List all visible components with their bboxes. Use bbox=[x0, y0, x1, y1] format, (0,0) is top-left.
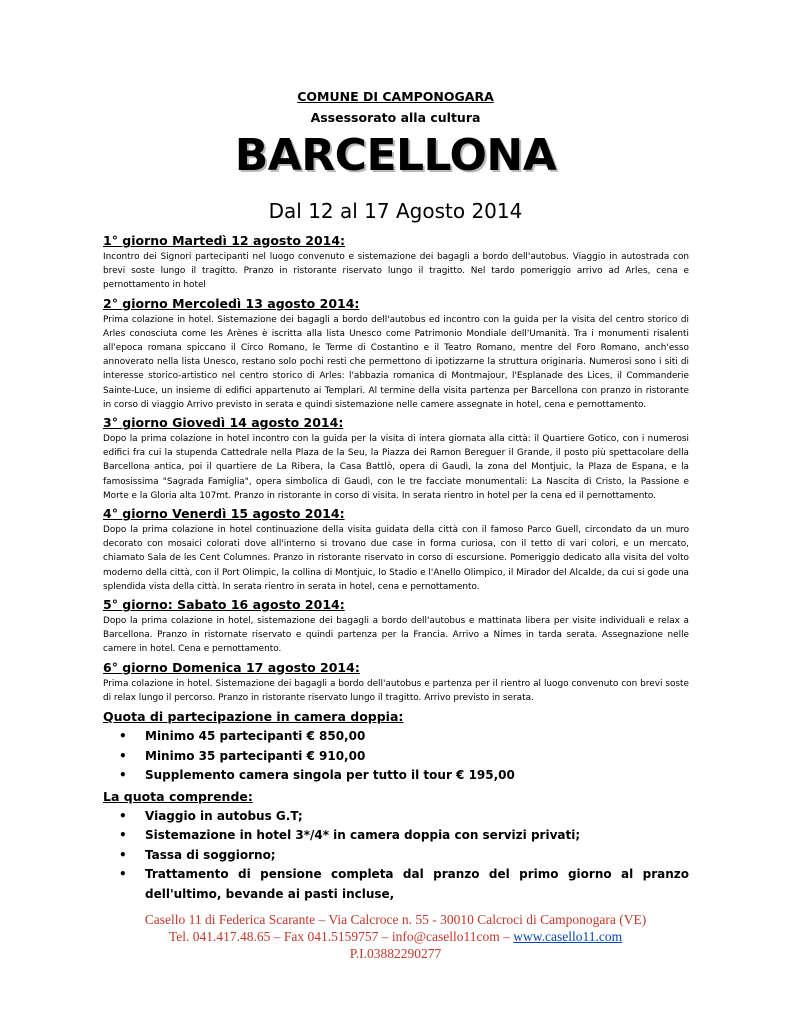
includes-item: Sistemazione in hotel 3*/4* in camera doppia con servizi privati; bbox=[145, 828, 581, 843]
bullet-icon: • bbox=[119, 729, 127, 744]
footer-vat: P.I.03882290277 bbox=[349, 946, 442, 961]
day-4 bbox=[103, 506, 689, 594]
trip-dates: Dal 12 al 17 Agosto 2014 bbox=[268, 199, 523, 223]
pricing-item: Minimo 45 partecipanti € 850,00 bbox=[145, 729, 366, 744]
day-heading: 5° giorno: Sabato 16 agosto 2014: bbox=[103, 597, 345, 613]
day-description: Dopo la prima colazione in hotel incontro con la guida per la visita di intera giornata alla città: il Quartiere Gotico, con i numerosi edifici fra cui la stupenda Cattedrale nella Plaza de la Seu, la Piazza dei Ramon Bereguer il Grande, il posto più spettacolare della Barcellona antica, poi il quartiere de La Ribera, la Casa Battlò, opera di Gaudì, la zona del Montjuic, la Plaza de Espana, e la famosissima "Sagrada Famiglia", opera simbolica di Gaudì, con le tre facciate monumentali: La Nascita di Cristo, la Passione e Morte e la Gloria alta 107mt. Pranzo in ristorante in corso di visita. In serata rientro in hotel per la cena ed il pernottamento. bbox=[103, 434, 689, 501]
pricing-item: Supplemento camera singola per tutto il tour € 195,00 bbox=[145, 768, 515, 783]
department-name: Assessorato alla cultura bbox=[310, 110, 481, 125]
includes-item: Tassa di soggiorno; bbox=[145, 847, 276, 862]
day-5 bbox=[103, 597, 689, 657]
day-heading: 2° giorno Mercoledì 13 agosto 2014: bbox=[103, 295, 360, 311]
document-title: BARCELLONA bbox=[234, 130, 557, 181]
list-item bbox=[103, 865, 689, 904]
day-heading: 6° giorno Domenica 17 agosto 2014: bbox=[103, 659, 360, 675]
includes-heading: La quota comprende: bbox=[103, 788, 253, 804]
pricing-heading: Quota di partecipazione in camera doppia: bbox=[103, 709, 404, 725]
day-description: Incontro dei Signori partecipanti nel luogo convenuto e sistemazione dei bagagli a bordo dell'autobus. Viaggio in autostrada con brevi soste lungo il tragitto. Pranzo in ristorante riservato lungo il tragitto. Nel tardo pomeriggio arrivo ad Arles, cena e pernottamento in hotel bbox=[103, 252, 689, 291]
day-3 bbox=[103, 415, 689, 503]
pricing-list bbox=[103, 727, 689, 786]
list-item bbox=[103, 766, 689, 786]
day-2 bbox=[103, 296, 689, 412]
day-description: Dopo la prima colazione in hotel, sistemazione dei bagagli a bordo dell'autobus e mattinata libera per visite individuali e relax a Barcellona. Pranzo in ristornate riservato e quindi partenza per la Francia. Arrivo a Nimes in tarda serata. Assegnazione nelle camere in hotel. Cena e pernottamento. bbox=[103, 616, 689, 655]
footer-address: Casello 11 di Federica Scarante – Via Calcroce n. 55 - 30010 Calcroci di Camponogara (VE) bbox=[144, 912, 647, 927]
list-item bbox=[103, 807, 689, 827]
includes-item: Trattamento di pensione completa dal pranzo del primo giorno al pranzo dell'ultimo, bevande ai pasti incluse, bbox=[145, 867, 689, 901]
pricing-item: Minimo 35 partecipanti € 910,00 bbox=[145, 748, 366, 763]
includes-list bbox=[103, 807, 689, 905]
footer bbox=[0, 911, 791, 962]
bullet-icon: • bbox=[119, 808, 127, 823]
day-description: Prima colazione in hotel. Sistemazione dei bagagli a bordo dell'autobus ed incontro con la guida per la visita del centro storico di Arles conosciuta come les Arènes è iscritta alla lista Unesco come Patrimonio Mondiale dell'Umanità. Tra i monumenti risalenti all'epoca romana spiccano il Circo Romano, le Terme di Costantino e il Teatro Romano, mentre del Foro Romano, anch'esso annoverato nella lista Unesco, restano solo pochi resti che permettono di ipotizzarne la struttura originaria. Numerosi sono i siti di interesse storico-artistico nel centro storico di Arles: l'abbazia romanica di Montmajour, l'Esplanade des Lices, il Commanderie Sainte-Luce, un insieme di edifici appartenuto ai Templari. Al termine della visita partenza per Barcellona con pranzo in ristorante in corso di viaggio Arrivo previsto in serata e quindi sistemazione nelle camere assegnate in hotel, cena e pernottamento. bbox=[103, 314, 689, 410]
includes-item: Viaggio in autobus G.T; bbox=[145, 808, 303, 823]
list-item bbox=[103, 727, 689, 747]
day-description: Prima colazione in hotel. Sistemazione dei bagagli a bordo dell'autobus e partenza per il rientro al luogo convenuto con brevi soste di relax lungo il percorso. Pranzo in ristorante riservato lungo il tragitto. Arrivo previsto in serata. bbox=[103, 678, 689, 703]
itinerary-content bbox=[103, 233, 689, 906]
bullet-icon: • bbox=[119, 867, 127, 882]
day-heading: 3° giorno Giovedì 14 agosto 2014: bbox=[103, 415, 344, 431]
list-item bbox=[103, 826, 689, 846]
website-link[interactable]: www.casello11.com bbox=[513, 929, 623, 944]
list-item bbox=[103, 747, 689, 767]
day-1 bbox=[103, 233, 689, 293]
bullet-icon: • bbox=[119, 748, 127, 763]
footer-contacts bbox=[0, 928, 791, 945]
bullet-icon: • bbox=[119, 828, 127, 843]
bullet-icon: • bbox=[119, 768, 127, 783]
day-heading: 1° giorno Martedì 12 agosto 2014: bbox=[103, 233, 346, 248]
organization-name: COMUNE DI CAMPONOGARA bbox=[297, 89, 494, 104]
list-item bbox=[103, 846, 689, 866]
bullet-icon: • bbox=[119, 847, 127, 862]
footer-phone-email: Tel. 041.417.48.65 – Fax 041.5159757 – info@casello11com – bbox=[168, 929, 514, 944]
day-heading: 4° giorno Venerdì 15 agosto 2014: bbox=[103, 506, 345, 522]
day-6 bbox=[103, 660, 689, 705]
day-description: Dopo la prima colazione in hotel continuazione della visita guidata della città con il famoso Parco Guell, circondato da un muro decorato con mosaici colorati dove all'interno si trovano due case in forma curiosa, con il tetto di vari colori, e un mercato, chiamato Sala de les Cent Columnes. Pranzo in ristorante riservato in corso di escursione. Pomeriggio dedicato alla visita del volto moderno della città, con il Port Olimpic, la collina di Montjuic, lo Stadio e l'Anello Olimpico, il Mirador del Alcalde, da cui si gode una splendida vista della città. In serata rientro in serata in hotel, cena e pernottamento. bbox=[103, 525, 689, 592]
